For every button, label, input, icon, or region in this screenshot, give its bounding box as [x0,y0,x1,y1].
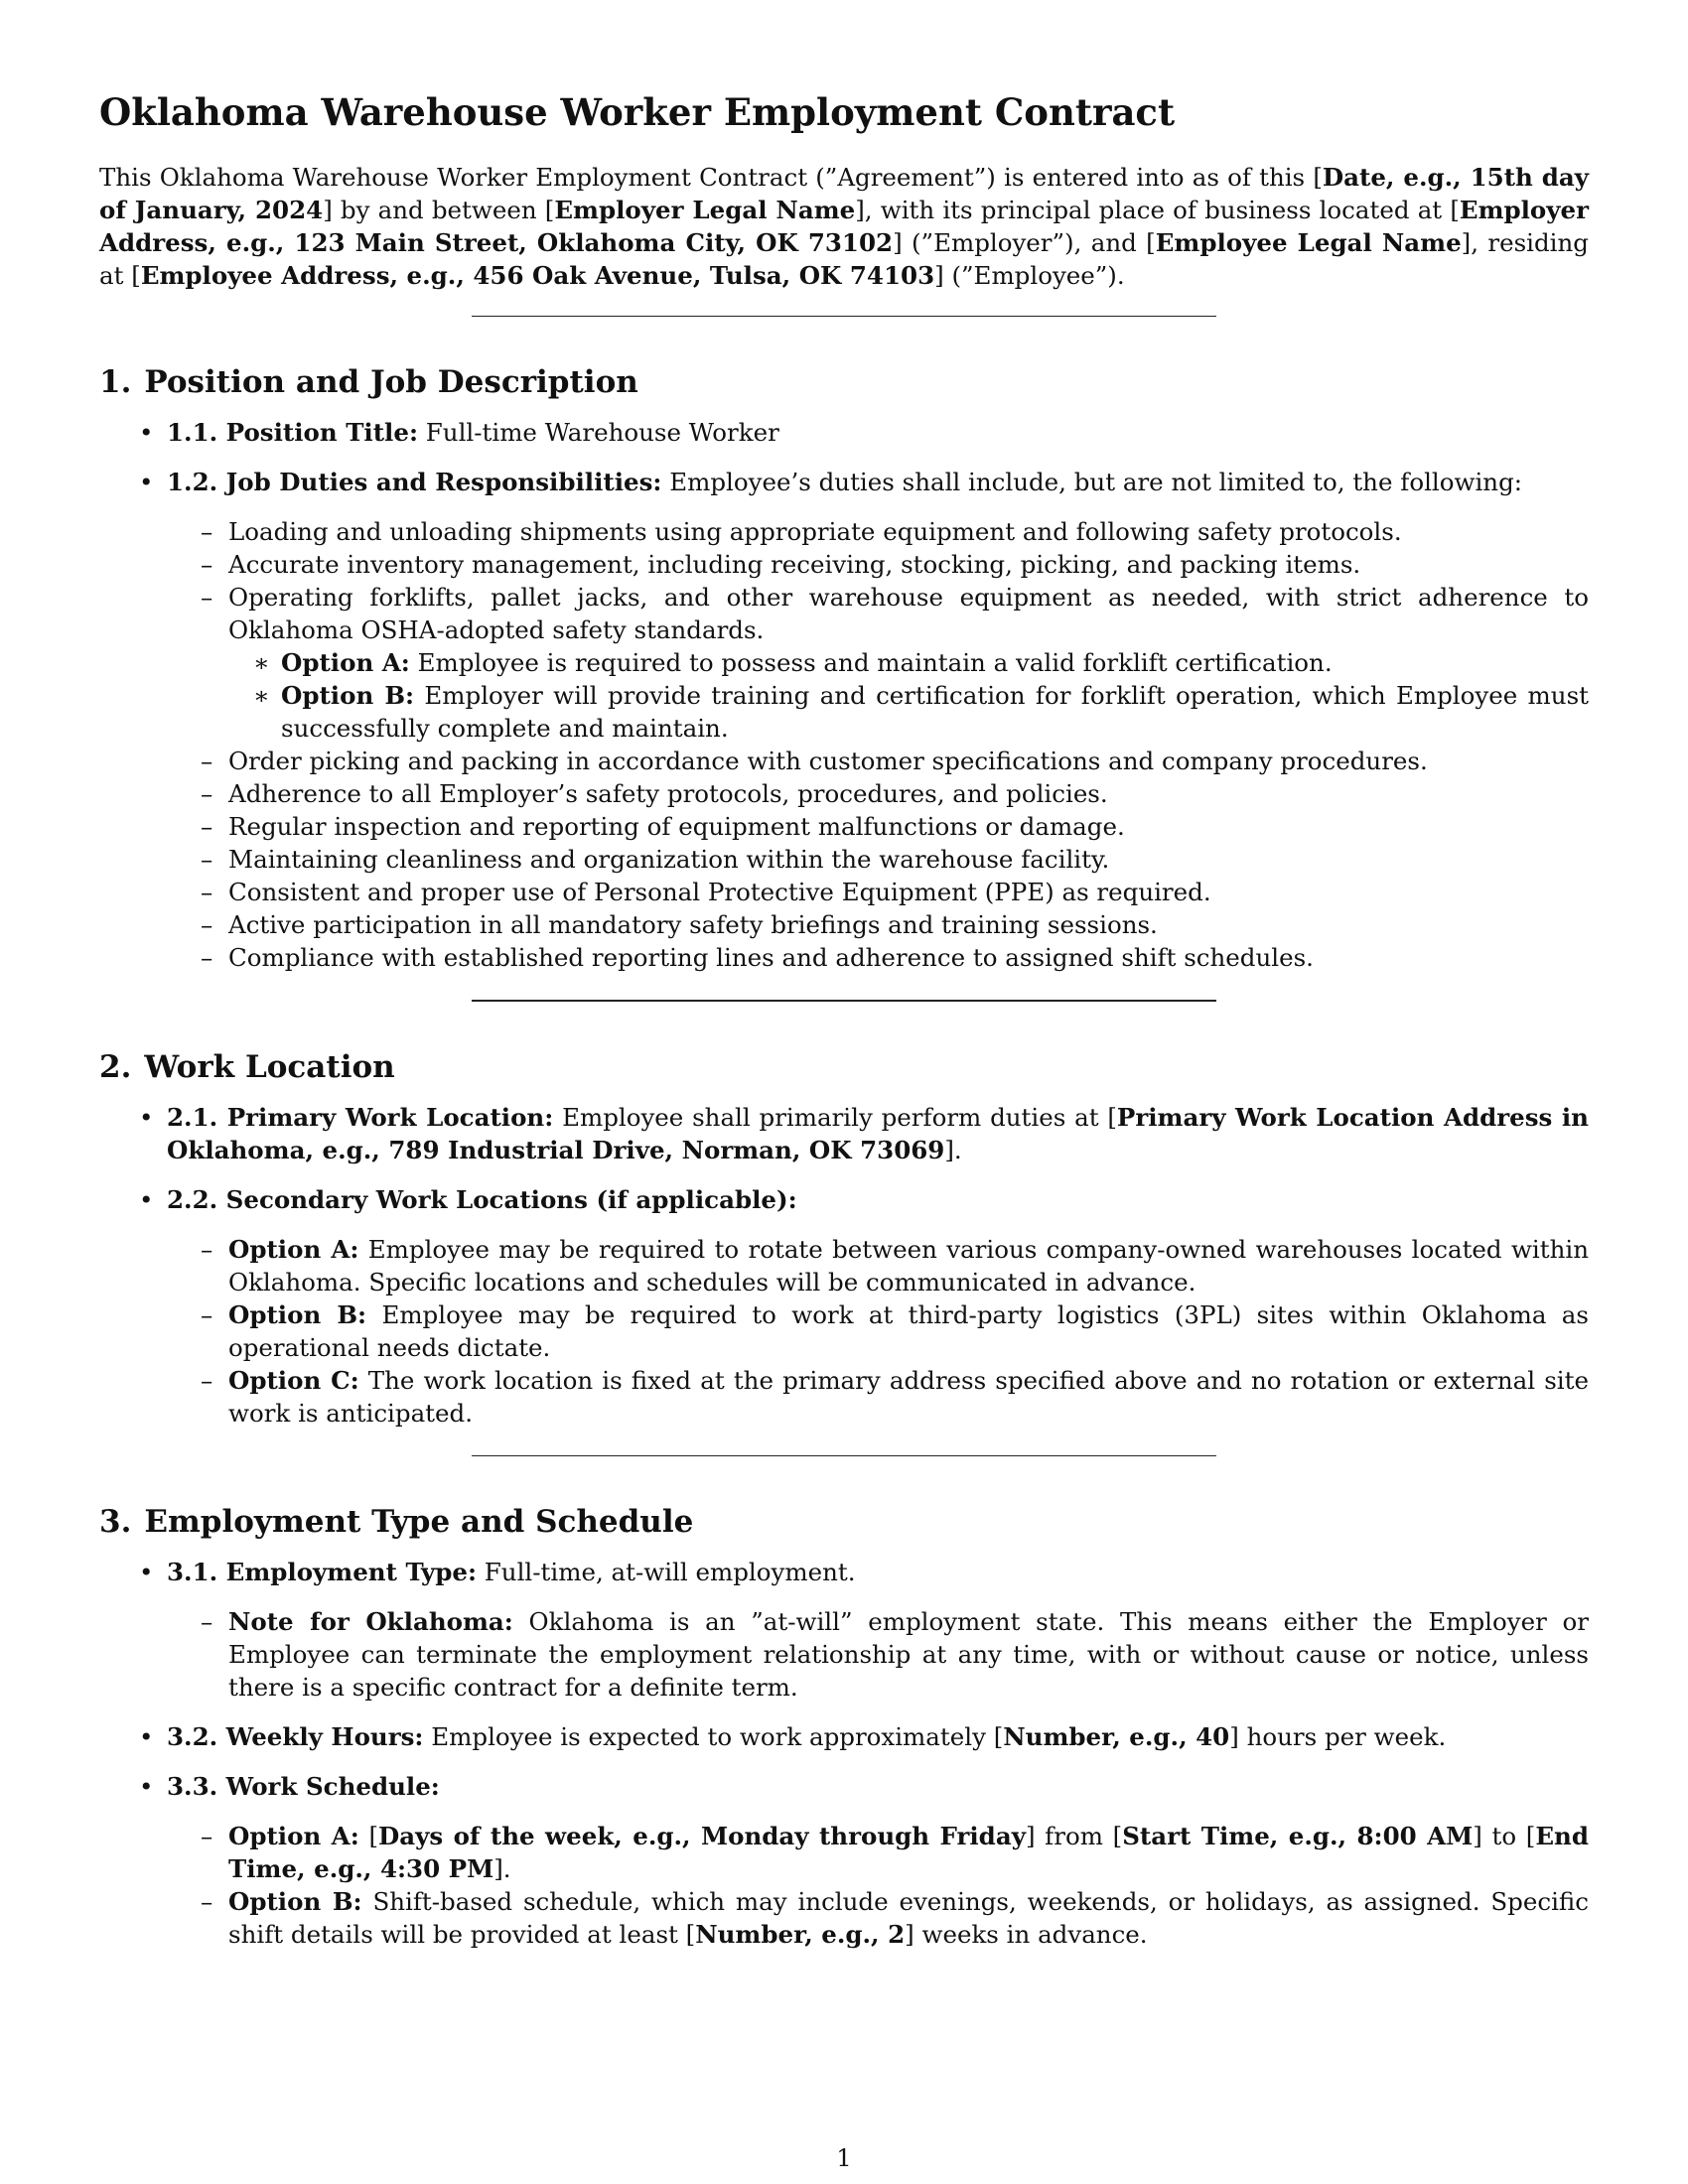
list-item: – Active participation in all mandatory safety briefings and training sessions. [228,908,1589,941]
document-page [99,0,1589,1951]
section-divider [472,316,1216,317]
list-item: – Adherence to all Employer’s safety protocols, procedures, and policies. [228,777,1589,810]
section-divider [472,1455,1216,1456]
hours-placeholder: Number, e.g., 40 [1003,1722,1230,1751]
list-item: – Compliance with established reporting lines and adherence to assigned shift schedules. [228,941,1589,974]
list-item: – Accurate inventory management, including receiving, stocking, picking, and packing items. [228,548,1589,581]
list-item: ∗ Option B: Employer will provide training and certification for forklift operation, which Employee must successfully complete and maintain. [281,679,1589,745]
date-placeholder: Date, e.g., 15th day of January, 2024 [99,163,1589,224]
list-item: – Regular inspection and reporting of equipment malfunctions or damage. [228,810,1589,843]
intro-text: ], with its principal place of business located at [ [855,196,1460,224]
section-3-list-continued [99,1720,1589,1803]
section-3-heading: 3. Employment Type and Schedule [99,1504,694,1540]
list-item: • 3.1. Employment Type: Full-time, at-will employment. [99,1556,1589,1588]
section-1-heading: 1. Position and Job Description [99,364,638,400]
section-2-list [99,1101,1589,1216]
list-item: • 2.1. Primary Work Location: Employee shall primarily perform duties at [Primary Work Location Address in Oklahoma, e.g., 789 Industrial Drive, Norman, OK 73069]. [99,1101,1589,1166]
duties-sublist [99,515,1589,974]
list-item: – Operating forklifts, pallet jacks, and other warehouse equipment as needed, with strict adherence to Oklahoma OSHA-adopted safety standards. ∗ Option A: Employee is required to possess and maintain a valid forklift certification. ∗ Option B: Employer will provide training and certification for forklift operation, which Employee must successfully complete and maintain. [228,581,1589,745]
list-item: – Option A: Employee may be required to rotate between various company-owned warehouses located within Oklahoma. Specific locations and schedules will be communicated in advance. [228,1233,1589,1298]
employment-type-sublist [99,1605,1589,1704]
list-item: • 2.2. Secondary Work Locations (if applicable): [99,1183,1589,1216]
list-item: • 1.1. Position Title: Full-time Warehouse Worker [99,416,1589,449]
list-item: – Option B: Employee may be required to work at third-party logistics (3PL) sites within Oklahoma as operational needs dictate. [228,1298,1589,1364]
section-3-list [99,1556,1589,1588]
list-item: – Loading and unloading shipments using appropriate equipment and following safety protocols. [228,515,1589,548]
intro-paragraph [99,161,1589,292]
list-item: – Option B: Shift-based schedule, which may include evenings, weekends, or holidays, as assigned. Specific shift details will be provided at least [Number, e.g., 2] weeks in advance. [228,1885,1589,1951]
list-item: – Consistent and proper use of Personal Protective Equipment (PPE) as required. [228,876,1589,908]
secondary-locations-sublist [99,1233,1589,1430]
intro-text: This Oklahoma Warehouse Worker Employment Contract (”Agreement”) is entered into as of this [ [99,163,1323,192]
list-item: – Option A: [Days of the week, e.g., Monday through Friday] from [Start Time, e.g., 8:00 AM] to [End Time, e.g., 4:30 PM]. [228,1820,1589,1885]
section-divider [472,1000,1216,1002]
list-item: • 3.3. Work Schedule: [99,1770,1589,1803]
list-item: – Maintaining cleanliness and organization within the warehouse facility. [228,843,1589,876]
list-item: • 1.2. Job Duties and Responsibilities: Employee’s duties shall include, but are not limited to, the following: [99,466,1589,498]
work-location-placeholder: Primary Work Location Address in Oklahoma, e.g., 789 Industrial Drive, Norman, OK 73069 [167,1103,1589,1164]
list-item: ∗ Option A: Employee is required to possess and maintain a valid forklift certification. [281,646,1589,679]
employee-name-placeholder: Employee Legal Name [1155,228,1462,257]
employer-address-placeholder: Employer Address, e.g., 123 Main Street, Oklahoma City, OK 73102 [99,196,1589,257]
intro-text: ], residing at [ [99,228,1589,290]
employee-address-placeholder: Employee Address, e.g., 456 Oak Avenue, Tulsa, OK 74103 [140,261,935,290]
list-item: – Order picking and packing in accordance with customer specifications and company procedures. [228,745,1589,777]
list-item: – Note for Oklahoma: Oklahoma is an ”at-will” employment state. This means either the Employer or Employee can terminate the employment relationship at any time, with or without cause or notice, unless there is a specific contract for a definite term. [228,1605,1589,1704]
intro-text: ] by and between [ [323,196,555,224]
intro-text: ] (”Employer”), and [ [893,228,1156,257]
section-2-heading: 2. Work Location [99,1049,395,1085]
intro-text: ] (”Employee”). [934,261,1125,290]
document-title: Oklahoma Warehouse Worker Employment Contract [99,90,1176,134]
forklift-options [228,646,1589,745]
list-item: – Option C: The work location is fixed at the primary address specified above and no rotation or external site work is anticipated. [228,1364,1589,1430]
section-1-list [99,416,1589,498]
employer-name-placeholder: Employer Legal Name [554,196,856,224]
list-item: • 3.2. Weekly Hours: Employee is expected to work approximately [Number, e.g., 40] hours per week. [99,1720,1589,1753]
page-number: 1 [836,2144,852,2172]
work-schedule-sublist [99,1820,1589,1951]
